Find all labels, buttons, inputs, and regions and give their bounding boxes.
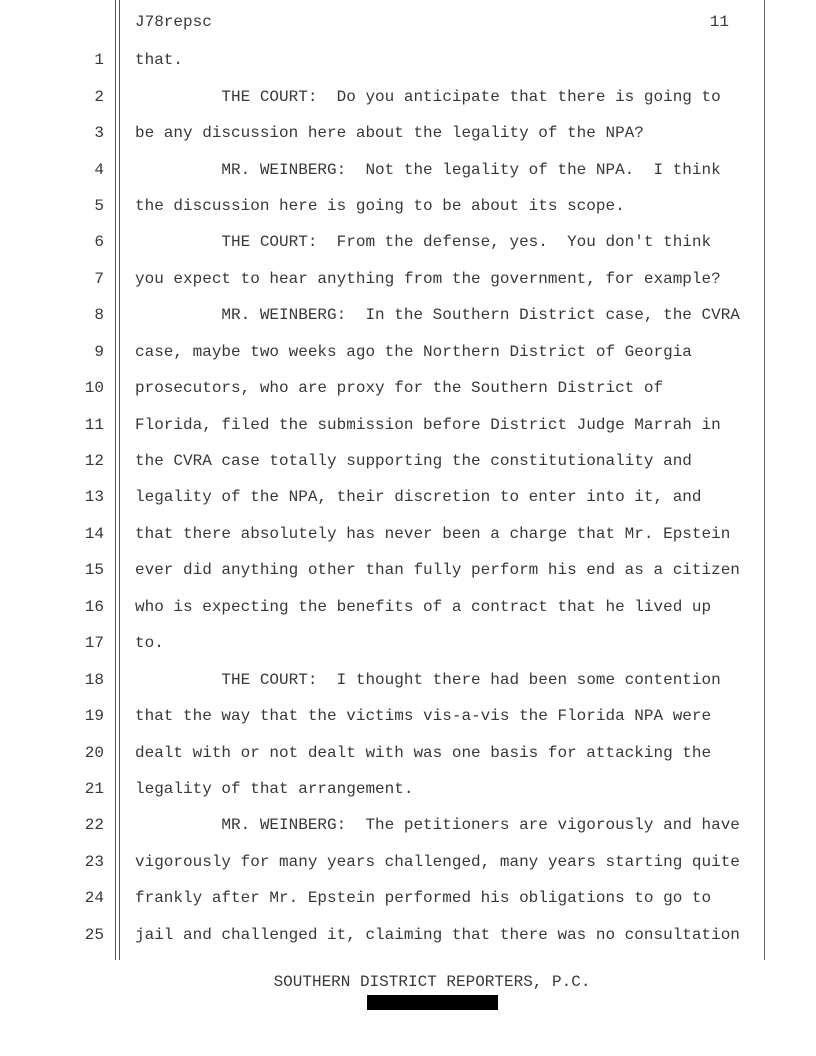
transcript-line <box>0 78 816 114</box>
line-text: MR. WEINBERG: Not the legality of the NPA. I think <box>135 160 721 179</box>
transcript-line <box>0 734 816 770</box>
transcript-line <box>0 771 816 807</box>
transcript-line <box>0 115 816 151</box>
transcript-line <box>0 880 816 916</box>
line-number: 21 <box>84 779 104 798</box>
header-case-id: J78repsc <box>135 13 212 31</box>
transcript-line <box>0 297 816 333</box>
line-number: 10 <box>84 379 104 398</box>
line-number: 20 <box>84 743 104 762</box>
transcript-line <box>0 479 816 515</box>
transcript-header <box>135 13 729 32</box>
line-number: 13 <box>84 488 104 507</box>
transcript-line <box>0 661 816 697</box>
line-text: who is expecting the benefits of a contract that he lived up <box>135 597 712 616</box>
line-number: 23 <box>84 852 104 871</box>
line-text: dealt with or not dealt with was one basis for attacking the <box>135 743 712 762</box>
line-text: MR. WEINBERG: The petitioners are vigorously and have <box>135 816 740 835</box>
line-text: you expect to hear anything from the government, for example? <box>135 269 721 288</box>
line-number: 8 <box>94 306 104 325</box>
line-text: case, maybe two weeks ago the Northern District of Georgia <box>135 342 692 361</box>
line-number: 14 <box>84 524 104 543</box>
line-number: 17 <box>84 634 104 653</box>
line-text: THE COURT: I thought there had been some contention <box>135 670 721 689</box>
line-number: 3 <box>94 124 104 143</box>
line-text: that there absolutely has never been a charge that Mr. Epstein <box>135 524 731 543</box>
line-number: 24 <box>84 889 104 908</box>
redaction-bar <box>367 995 498 1010</box>
line-text: to. <box>135 634 164 653</box>
transcript-line <box>0 224 816 260</box>
line-number: 7 <box>94 269 104 288</box>
line-text: ever did anything other than fully perform his end as a citizen <box>135 561 740 580</box>
line-text: legality of that arrangement. <box>135 779 414 798</box>
line-number: 11 <box>84 415 104 434</box>
line-number: 9 <box>94 342 104 361</box>
line-number: 2 <box>94 87 104 106</box>
transcript-line <box>0 807 816 843</box>
transcript-line <box>0 334 816 370</box>
transcript-line <box>0 589 816 625</box>
line-number: 6 <box>94 233 104 252</box>
transcript-line <box>0 552 816 588</box>
line-text: vigorously for many years challenged, many years starting quite <box>135 852 740 871</box>
line-text: legality of the NPA, their discretion to enter into it, and <box>135 488 702 507</box>
line-text: jail and challenged it, claiming that there was no consultation <box>135 925 740 944</box>
transcript-body <box>0 42 816 953</box>
line-text: the discussion here is going to be about its scope. <box>135 196 625 215</box>
line-text: be any discussion here about the legality of the NPA? <box>135 124 644 143</box>
line-number: 5 <box>94 196 104 215</box>
line-number: 4 <box>94 160 104 179</box>
transcript-line <box>0 188 816 224</box>
line-number: 15 <box>84 561 104 580</box>
line-number: 1 <box>94 51 104 70</box>
header-page-number: 11 <box>709 13 729 31</box>
transcript-line <box>0 151 816 187</box>
line-text: THE COURT: From the defense, yes. You don't think <box>135 233 712 252</box>
line-number: 25 <box>84 925 104 944</box>
line-text: prosecutors, who are proxy for the Southern District of <box>135 379 664 398</box>
transcript-line <box>0 844 816 880</box>
line-number: 18 <box>84 670 104 689</box>
footer-reporter: SOUTHERN DISTRICT REPORTERS, P.C. <box>273 973 591 991</box>
line-number: 12 <box>84 452 104 471</box>
line-number: 19 <box>84 707 104 726</box>
transcript-line <box>0 370 816 406</box>
transcript-line <box>0 516 816 552</box>
line-text: Florida, filed the submission before District Judge Marrah in <box>135 415 721 434</box>
transcript-line <box>0 443 816 479</box>
line-text: that. <box>135 51 184 70</box>
line-text: the CVRA case totally supporting the constitutionality and <box>135 452 692 471</box>
transcript-line <box>0 42 816 78</box>
transcript-line <box>0 917 816 953</box>
line-number: 16 <box>84 597 104 616</box>
transcript-line <box>0 625 816 661</box>
transcript-line <box>0 406 816 442</box>
transcript-line <box>0 698 816 734</box>
line-text: frankly after Mr. Epstein performed his obligations to go to <box>135 889 712 908</box>
line-number: 22 <box>84 816 104 835</box>
line-text: that the way that the victims vis-a-vis the Florida NPA were <box>135 707 712 726</box>
transcript-line <box>0 261 816 297</box>
line-text: MR. WEINBERG: In the Southern District case, the CVRA <box>135 306 740 325</box>
line-text: THE COURT: Do you anticipate that there is going to <box>135 87 721 106</box>
